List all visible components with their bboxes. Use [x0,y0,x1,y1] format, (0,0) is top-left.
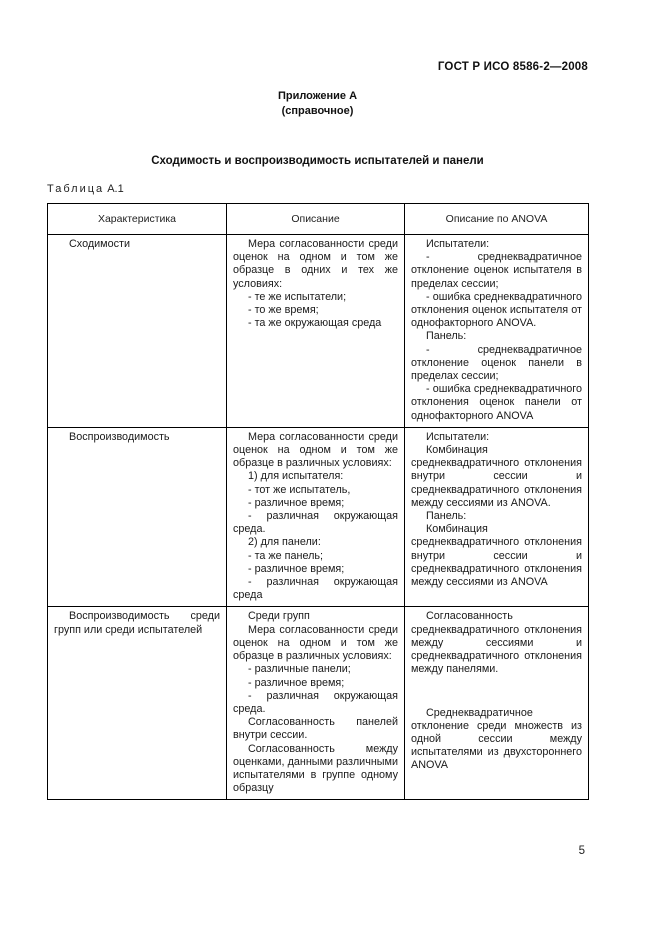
cell-paragraph: - различные панели; [248,663,351,676]
table-caption-word: Таблица [47,183,105,195]
cell-paragraph: - ошибка среднеквадратичного отклонения оценок испытателя от однофакторного ANOVA. [411,290,582,330]
cell-paragraph: - те же испытатели; [248,290,347,303]
cell-paragraph: - различная окружающая среда. [233,510,398,536]
cell-characteristic [48,427,227,607]
section-title: Сходимость и воспроизводимость испытателей и панели [151,155,484,167]
cell-paragraph: - та же окружающая среда [248,317,382,330]
col-header-characteristic: Характеристика [48,204,227,235]
cell-paragraph: Панель: [426,510,467,523]
cell-paragraph: - различное время; [248,676,345,689]
cell-paragraph: Воспроизводимость [69,430,170,443]
cell-paragraph: - различное время; [248,496,345,509]
cell-paragraph: Среднеквадратичное отклонение среди множеств из одной сессии между испытателями из двухстороннего ANOVA [411,706,582,772]
cell-anova [405,235,589,428]
cell-paragraph: - различная окружающая среда [233,576,398,602]
cell-paragraph: Воспроизводимость среди групп или среди испытателей [54,610,220,636]
data-table [47,203,589,800]
cell-anova [405,607,589,800]
cell-paragraph: Комбинация среднеквадратичного отклонения внутри сессии и среднеквадратичного отклонения между сессиями из ANOVA. [411,444,582,509]
cell-paragraph: Панель: [426,330,467,343]
col-header-anova: Описание по ANOVA [405,204,589,235]
cell-anova [405,427,589,607]
table-row [48,427,589,607]
cell-description [227,235,405,428]
page-number: 5 [578,845,585,857]
doc-code: ГОСТ Р ИСО 8586-2—2008 [437,61,588,73]
cell-paragraph: Согласованность панелей внутри сессии. [233,716,398,742]
cell-paragraph: - ошибка среднеквадратичного отклонения оценок панели от однофакторного ANOVA [411,383,582,422]
appendix-label: Приложение А [277,90,358,102]
table-row [48,607,589,800]
cell-paragraph: Мера согласованности среди оценок на одном и том же образце в одних и тех же условиях: [233,238,398,290]
cell-paragraph: Испытатели: [426,430,490,443]
cell-paragraph: Испытатели: [426,238,490,250]
cell-paragraph: - среднеквадратичное отклонение оценок испытателя в пределах сессии; [411,251,582,290]
cell-paragraph: - различная окружающая среда. [233,689,398,715]
cell-description [227,427,405,607]
cell-paragraph: - среднеквадратичное отклонение оценок панели в пределах сессии; [411,343,582,383]
table-caption [47,183,124,195]
cell-paragraph: 1) для испытателя: [248,470,344,483]
cell-paragraph: Комбинация среднеквадратичного отклонения внутри сессии и среднеквадратичного отклонения между сессиями из ANOVA [411,523,582,589]
cell-paragraph: - различное время; [248,562,345,575]
cell-description [227,607,405,800]
cell-paragraph: Согласованность среднеквадратичного отклонения между сессиями и среднеквадратичного отклонения между панелями. [411,610,582,676]
cell-paragraph: - тот же испытатель, [248,483,351,496]
cell-paragraph: Среди групп [248,610,310,623]
cell-paragraph: 2) для панели: [248,536,321,549]
appendix-note: (справочное) [281,105,354,117]
table-caption-number: А.1 [107,183,124,195]
cell-characteristic [48,607,227,800]
cell-characteristic [48,235,227,428]
table-row [48,235,589,428]
cell-paragraph: Мера согласованности среди оценок на одном и том же образце в различных условиях: [233,623,398,663]
cell-paragraph: Согласованность между оценками, данными различными испытателями в группе одному образцу [233,742,398,795]
col-header-description: Описание [227,204,405,235]
cell-paragraph: - та же панель; [248,549,324,562]
cell-paragraph: - то же время; [248,304,319,317]
cell-paragraph: Сходимости [69,238,130,250]
cell-paragraph: Мера согласованности среди оценок на одном и том же образце в различных условиях: [233,430,398,470]
table-header-row [48,204,589,235]
